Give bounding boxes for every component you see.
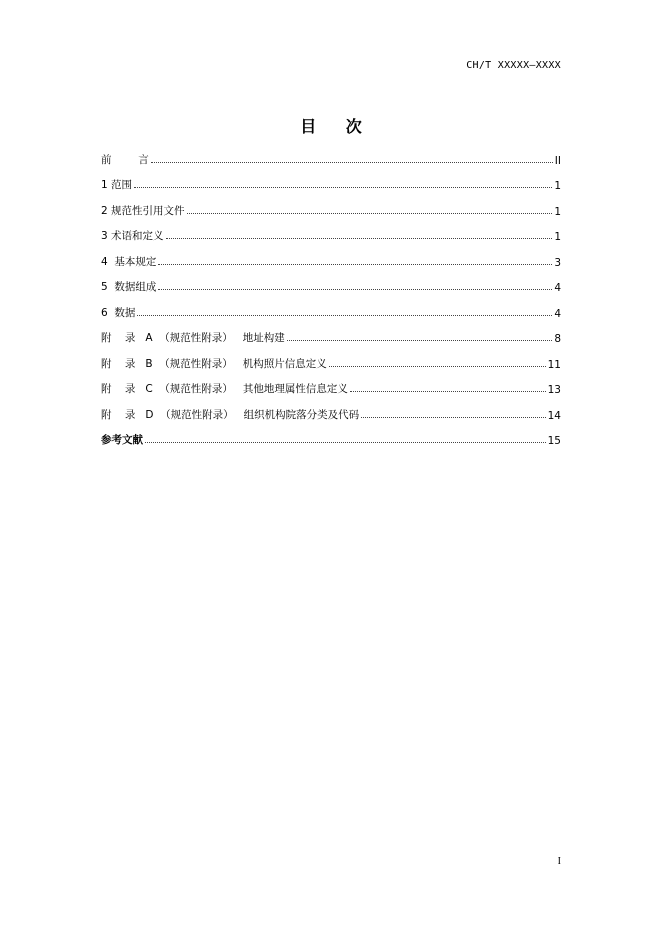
- toc-entry-page: II: [554, 154, 561, 167]
- dot-leader: [134, 187, 552, 188]
- toc-entry[interactable]: [101, 396, 561, 422]
- dot-leader: [151, 162, 553, 163]
- toc-entry[interactable]: [101, 371, 561, 397]
- toc-entry-page: 4: [554, 282, 561, 294]
- toc-entry-label: 附 录 B （规范性附录） 机构照片信息定义: [101, 357, 327, 370]
- toc-entry[interactable]: [101, 345, 561, 371]
- toc-entry[interactable]: [101, 422, 561, 448]
- dot-leader: [361, 417, 545, 418]
- toc-entry-page: 4: [554, 307, 561, 320]
- toc-title: 目 次: [300, 117, 374, 136]
- toc-entry-page: 8: [554, 333, 561, 345]
- toc-entry-label: 5 数据组成: [101, 281, 157, 293]
- toc-entry-page: 1: [554, 231, 561, 243]
- document-code: CH/T XXXXX—XXXX: [466, 60, 561, 71]
- toc-entry[interactable]: [101, 294, 561, 320]
- toc-entry-label: 2 规范性引用文件: [101, 204, 185, 217]
- toc-entry-label: 6 数据: [101, 306, 136, 319]
- toc-entry-label: 1 范围: [101, 179, 133, 191]
- dot-leader: [137, 315, 552, 316]
- toc-entry[interactable]: [101, 141, 561, 167]
- toc-entry-label: 3 术语和定义: [101, 230, 164, 242]
- toc-entry-label: 参考文献: [101, 434, 143, 446]
- toc-entry-page: 11: [547, 358, 561, 371]
- table-of-contents: [101, 141, 561, 447]
- dot-leader: [158, 264, 552, 265]
- dot-leader: [145, 442, 546, 443]
- toc-entry[interactable]: [101, 218, 561, 244]
- toc-entry-label: 附 录 D （规范性附录） 组织机构院落分类及代码: [101, 408, 360, 421]
- toc-entry-page: 1: [554, 180, 561, 192]
- toc-entry[interactable]: [101, 243, 561, 269]
- dot-leader: [187, 213, 553, 214]
- toc-entry[interactable]: [101, 269, 561, 295]
- dot-leader: [158, 289, 552, 290]
- toc-entry[interactable]: [101, 192, 561, 218]
- toc-entry-label: 4 基本规定: [101, 255, 157, 268]
- toc-entry-label: 附 录 A （规范性附录） 地址构建: [101, 332, 285, 344]
- toc-entry-page: 13: [547, 384, 561, 396]
- toc-entry-page: 15: [547, 435, 561, 447]
- dot-leader: [329, 366, 546, 367]
- toc-entry-page: 14: [547, 409, 561, 422]
- toc-entry-label: 前 言: [101, 153, 149, 166]
- dot-leader: [166, 238, 553, 239]
- toc-entry-label: 附 录 C （规范性附录） 其他地理属性信息定义: [101, 383, 348, 395]
- dot-leader: [350, 391, 546, 392]
- toc-entry[interactable]: [101, 167, 561, 193]
- page-number: I: [557, 856, 561, 867]
- toc-entry-page: 1: [554, 205, 561, 218]
- dot-leader: [287, 340, 553, 341]
- toc-entry-page: 3: [554, 256, 561, 269]
- toc-entry[interactable]: [101, 320, 561, 346]
